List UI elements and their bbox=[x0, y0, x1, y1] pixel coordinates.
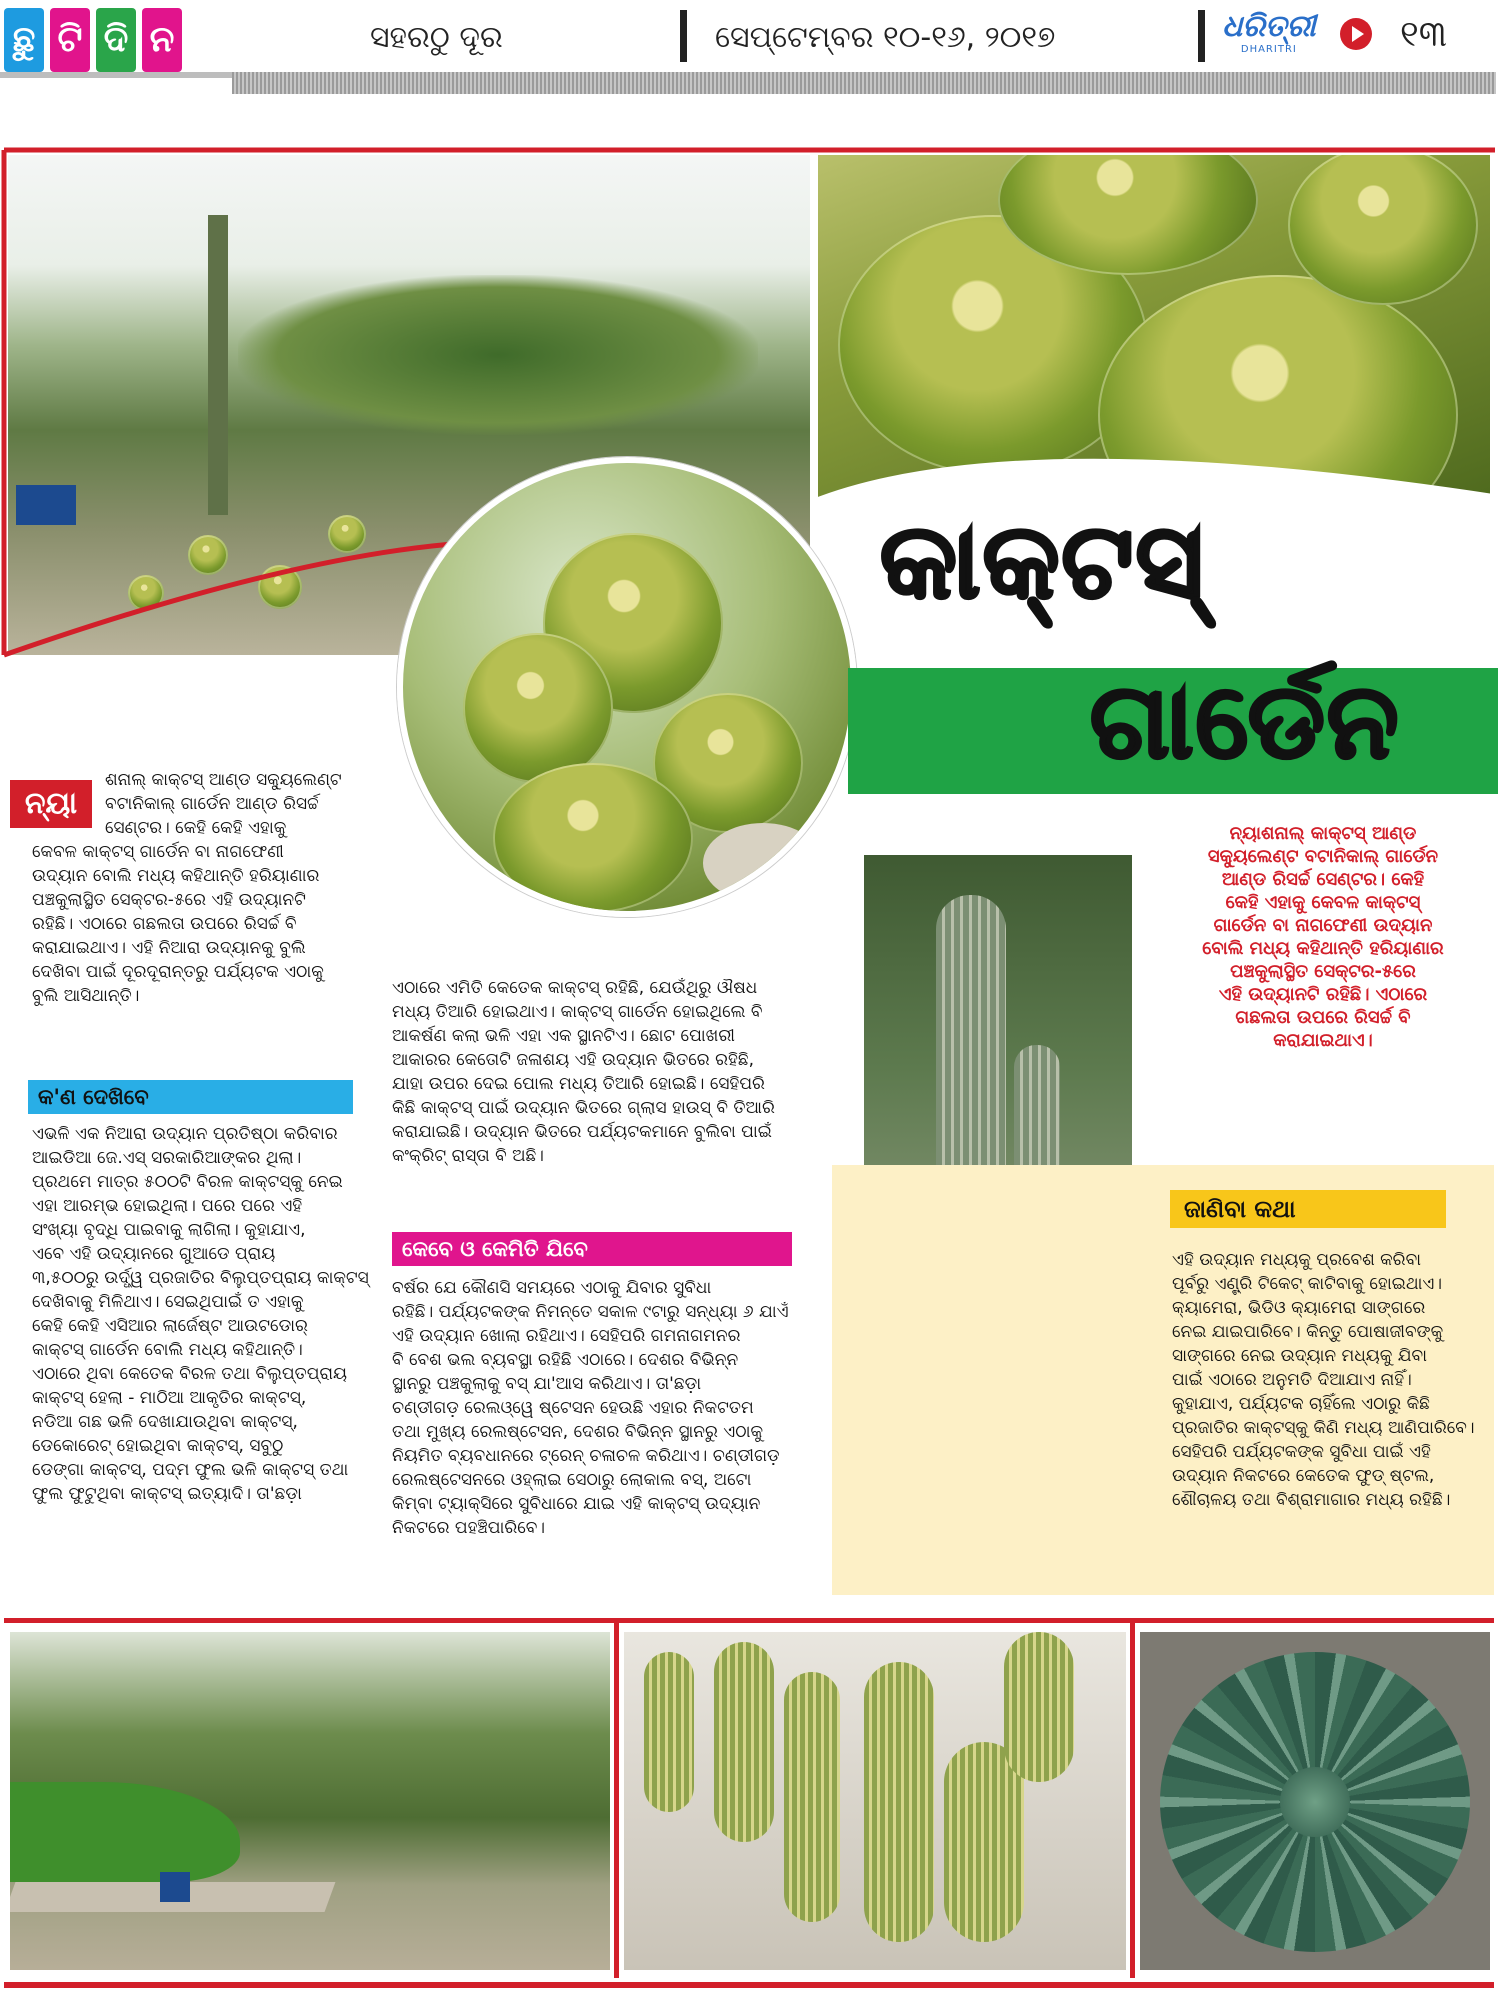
garden-lawn-photo bbox=[10, 1632, 610, 1970]
lawn bbox=[10, 1782, 240, 1882]
rock bbox=[703, 823, 823, 903]
header-divider bbox=[680, 10, 687, 62]
barrel-cactus bbox=[493, 763, 693, 913]
footer-red-rule bbox=[4, 1982, 1494, 1988]
headline-line-2: ଗାର୍ଡେନ bbox=[1090, 660, 1401, 782]
page-number: ୧୩ bbox=[1400, 14, 1448, 55]
middle-column-body: ଏଠାରେ ଏମିତି କେତେକ କାକ୍ଟସ୍ ରହିଛି, ଯେଉଁଥିରୁ ଔଷଧ ମଧ୍ୟ ତିଆରି ହୋଇଥାଏ। କାକ୍ଟସ୍ ଗାର୍ଡେନ ହୋଇଥିଲେ ବି ଆକର୍ଷଣ କଲା ଭଳି ଏହା ଏକ ସ୍ଥାନଟିଏ। ଛୋଟ ପୋଖରୀ ଆକାରର କେତୋଟି ଜଳାଶୟ ଏହି ଉଦ୍ୟାନ ଭିତରେ ରହିଛି, ଯାହା ଉପର ଦେଇ ପୋଲ ମଧ୍ୟ ତିଆରି ହୋଇଛି। ସେହିପରି କିଛି କାକ୍ଟସ୍ ପାଇଁ ଉଦ୍ୟାନ ଭିତରେ ଗ୍ଲାସ ହାଉସ୍ ବି ତିଆରି କରାଯାଇଛି। ଉଦ୍ୟାନ ଭିତରେ ପର୍ଯ୍ୟଟକମାନେ ବୁଲିବା ପାଇଁ କଂକ୍ରିଟ୍ ରାସ୍ତା ବି ଅଛି। bbox=[392, 978, 775, 1166]
intro-body: କେବଳ କାକ୍ଟସ୍ ଗାର୍ଡେନ ବା ନାଗଫେଣୀ ଉଦ୍ୟାନ ବୋଲି ମଧ୍ୟ କହିଥାନ୍ତି ହରିୟାଣାର ପଞ୍ଚକୁଲାସ୍ଥିତ ସେକ୍ଟର-୫ରେ ଏହି ଉଦ୍ୟାନଟି ରହିଛି। ଏଠାରେ ଗଛଲତା ଉପରେ ରିସର୍ଚ୍ଚ ବି କରାଯାଇଥାଏ। ଏହି ନିଆରା ଉଦ୍ୟାନକୁ ବୁଲି ଦେଖିବା ପାଇଁ ଦୂରଦୂରାନ୍ତରୁ ପର୍ଯ୍ୟଟକ ଏଠାକୁ ବୁଲି ଆସିଥାନ୍ତି। bbox=[32, 842, 324, 1006]
masthead-letter-1: ଛୁ bbox=[4, 8, 44, 72]
masthead-letter-2: ଟି bbox=[50, 8, 90, 72]
dropcap: ନ୍ୟା bbox=[10, 780, 92, 828]
agave-center bbox=[1280, 1767, 1350, 1837]
masthead-letter-3: ଦି bbox=[96, 8, 136, 72]
agave-rosette-photo bbox=[1140, 1632, 1490, 1970]
cactus-column bbox=[644, 1652, 694, 1812]
cactus-column bbox=[714, 1642, 774, 1842]
brand-name: ଧରିତ୍ରୀ bbox=[1222, 9, 1316, 44]
circular-cactus-photo bbox=[397, 457, 857, 917]
brand-logo bbox=[1222, 10, 1316, 55]
cactus-column bbox=[864, 1662, 934, 1942]
header-rule bbox=[0, 72, 232, 78]
issue-date: ସେପ୍ଟେମ୍ବର ୧୦-୧୬, ୨୦୧୭ bbox=[715, 20, 1056, 55]
cactus-column bbox=[1004, 1632, 1074, 1782]
photo-divider bbox=[614, 1618, 619, 1978]
photo-divider bbox=[1130, 1618, 1135, 1978]
pull-quote: ନ୍ୟାଶନାଲ୍ କାକ୍ଟସ୍ ଆଣ୍ଡ ସକ୍ୟୁଲେଣ୍ଟ ବଟାନିକାଲ୍ ଗାର୍ଡେନ ଆଣ୍ଡ ରିସର୍ଚ୍ଚ ସେଣ୍ଟର। କେହି କେହି ଏହାକୁ କେବଳ କାକ୍ଟସ୍ ଗାର୍ଡେନ ବା ନାଗଫେଣୀ ଉଦ୍ୟାନ ବୋଲି ମଧ୍ୟ କହିଥାନ୍ତି ହରିୟାଣାର ପଞ୍ଚକୁଲାସ୍ଥିତ ସେକ୍ଟର-୫ରେ ଏହି ଉଦ୍ୟାନଟି ରହିଛି। ଏଠାରେ ଗଛଲତା ଉପରେ ରିସର୍ଚ୍ଚ ବି କରାଯାଇଥାଏ। bbox=[1202, 823, 1444, 1051]
headline-line-1: କାକ୍ଟସ୍ bbox=[880, 500, 1206, 622]
section-what-to-see-body: ଏଭଳି ଏକ ନିଆରା ଉଦ୍ୟାନ ପ୍ରତିଷ୍ଠା କରିବାର ଆଇଡିଆ ଜେ.ଏସ୍ ସରକାରିଆଙ୍କର ଥିଲା। ପ୍ରଥମେ ମାତ୍ର ୫୦୦ଟି ବିରଳ କାକ୍ଟସ୍‌କୁ ନେଇ ଏହା ଆରମ୍ଭ ହୋଇଥିଲା। ପରେ ପରେ ଏହି ସଂଖ୍ୟା ବୃଦ୍ଧି ପାଇବାକୁ ଲାଗିଲା। କୁହାଯାଏ, ଏବେ ଏହି ଉଦ୍ୟାନରେ ଗୁଆଡେ ପ୍ରାୟ ୩,୫୦୦ରୁ ଉର୍ଦ୍ଧ୍ୱ ପ୍ରଜାତିର ବିଲୁପ୍ତପ୍ରାୟ କାକ୍ଟସ୍ ଦେଖିବାକୁ ମିଳିଥାଏ। ସେଇଥିପାଇଁ ତ ଏହାକୁ କେହି କେହି ଏସିଆର ଲାର୍ଜେଷ୍ଟ ଆଉଟଡୋର୍ କାକ୍ଟସ୍ ଗାର୍ଡେନ ବୋଲି ମଧ୍ୟ କହିଥାନ୍ତି। ଏଠାରେ ଥିବା କେତେକ ବିରଳ ତଥା ବିଲୁପ୍ତପ୍ରାୟ କାକ୍ଟସ୍ ହେଲା - ମାଠିଆ ଆକୃତିର କାକ୍ଟସ୍, ନଡିଆ ଗଛ ଭଳି ଦେଖାଯାଉଥିବା କାକ୍ଟସ୍, ଡେକୋରେଟ୍ ହୋଇଥିବା କାକ୍ଟସ୍, ସବୁଠୁ ଡେଙ୍ଗା କାକ୍ଟସ୍, ପଦ୍ମ ଫୁଲ ଭଳି କାକ୍ଟସ୍ ତଥା ଫୁଲ ଫୁଟୁଥିବା କାକ୍ଟସ୍ ଇତ୍ୟାଦି। ତା'ଛଡ଼ା bbox=[32, 1124, 369, 1504]
brand-subtitle: DHARITRI bbox=[1240, 44, 1297, 55]
info-box-heading: ଜାଣିବା କଥା bbox=[1170, 1190, 1446, 1228]
play-icon bbox=[1340, 18, 1372, 50]
cactus-column bbox=[944, 1742, 1024, 1942]
section-heading-how-to-go: କେବେ ଓ କେମିତି ଯିବେ bbox=[392, 1232, 792, 1266]
bottom-red-rule bbox=[4, 1618, 1494, 1623]
header-rule-textured bbox=[232, 72, 1496, 94]
how-to-go-body: ବର୍ଷର ଯେ କୌଣସି ସମୟରେ ଏଠାକୁ ଯିବାର ସୁବିଧା ରହିଛି। ପର୍ଯ୍ୟଟକଙ୍କ ନିମନ୍ତେ ସକାଳ ୯ଟାରୁ ସନ୍ଧ୍ୟା ୬ ଯାଏଁ ଏହି ଉଦ୍ୟାନ ଖୋଲା ରହିଥାଏ। ସେହିପରି ଗମନାଗମନର ବି ବେଶ ଭଲ ବ୍ୟବସ୍ଥା ରହିଛି ଏଠାରେ। ଦେଶର ବିଭିନ୍ନ ସ୍ଥାନରୁ ପଞ୍ଚକୁଲାକୁ ବସ୍ ଯା'ଆସ କରିଥାଏ। ତା'ଛଡ଼ା ଚଣ୍ଡୀଗଡ଼ ରେଲଓ୍ୱେ ଷ୍ଟେସନ ହେଉଛି ଏହାର ନିକଟତମ ତଥା ମୁଖ୍ୟ ରେଲଷ୍ଟେସନ, ଦେଶର ବିଭିନ୍ନ ସ୍ଥାନରୁ ଏଠାକୁ ନିୟମିତ ବ୍ୟବଧାନରେ ଟ୍ରେନ୍ ଚଳାଚଳ କରିଥାଏ। ଚଣ୍ଡୀଗଡ଼ ରେଲଷ୍ଟେସନରେ ଓହ୍ଲାଇ ସେଠାରୁ ଲୋକାଲ ବସ୍, ଅଟୋ କିମ୍ବା ଟ୍ୟାକ୍ସିରେ ସୁବିଧାରେ ଯାଇ ଏହି କାକ୍ଟସ୍ ଉଦ୍ୟାନ ନିକଟରେ ପହଞ୍ଚିପାରିବେ। bbox=[392, 1278, 789, 1538]
section-label: ସହରଠୁ ଦୂର bbox=[370, 20, 503, 55]
cactus-column bbox=[784, 1672, 840, 1922]
barrel-cactus bbox=[463, 633, 613, 783]
masthead-letter-4: ନ bbox=[142, 8, 182, 72]
signboard bbox=[160, 1872, 190, 1902]
header-divider bbox=[1198, 10, 1205, 62]
info-box-body: ଏହି ଉଦ୍ୟାନ ମଧ୍ୟକୁ ପ୍ରବେଶ କରିବା ପୂର୍ବରୁ ଏଣ୍ଟ୍ରି ଟିକେଟ୍ କାଟିବାକୁ ହୋଇଥାଏ। କ୍ୟାମେରା, ଭିଡିଓ କ୍ୟାମେରା ସାଙ୍ଗରେ ନେଇ ଯାଇପାରିବେ। କିନ୍ତୁ ପୋଷାଜୀବଙ୍କୁ ସାଙ୍ଗରେ ନେଇ ଉଦ୍ୟାନ ମଧ୍ୟକୁ ଯିବା ପାଇଁ ଏଠାରେ ଅନୁମତି ଦିଆଯାଏ ନାହିଁ। କୁହାଯାଏ, ପର୍ଯ୍ୟଟକ ଚାହିଁଲେ ଏଠାରୁ କିଛି ପ୍ରଜାତିର କାକ୍ଟସ୍‌କୁ କିଣି ମଧ୍ୟ ଆଣିପାରିବେ। ସେହିପରି ପର୍ଯ୍ୟଟକଙ୍କ ସୁବିଧା ପାଇଁ ଏହି ଉଦ୍ୟାନ ନିକଟରେ କେତେକ ଫୁଡ୍ ଷ୍ଟଲ, ଶୌଚାଳୟ ତଥା ବିଶ୍ରାମାଗାର ମଧ୍ୟ ରହିଛି। bbox=[1172, 1250, 1475, 1510]
clustered-cactus-photo bbox=[624, 1632, 1126, 1970]
section-heading-what-to-see: କ'ଣ ଦେଖିବେ bbox=[28, 1080, 353, 1114]
intro-first-lines: ଶନାଲ୍ କାକ୍ଟସ୍ ଆଣ୍ଡ ସକ୍ୟୁଲେଣ୍ଟ ବଟାନିକାଲ୍ ଗାର୍ଡେନ ଆଣ୍ଡ ରିସର୍ଚ୍ଚ ସେଣ୍ଟର। କେହି କେହି ଏହାକୁ bbox=[105, 770, 342, 838]
